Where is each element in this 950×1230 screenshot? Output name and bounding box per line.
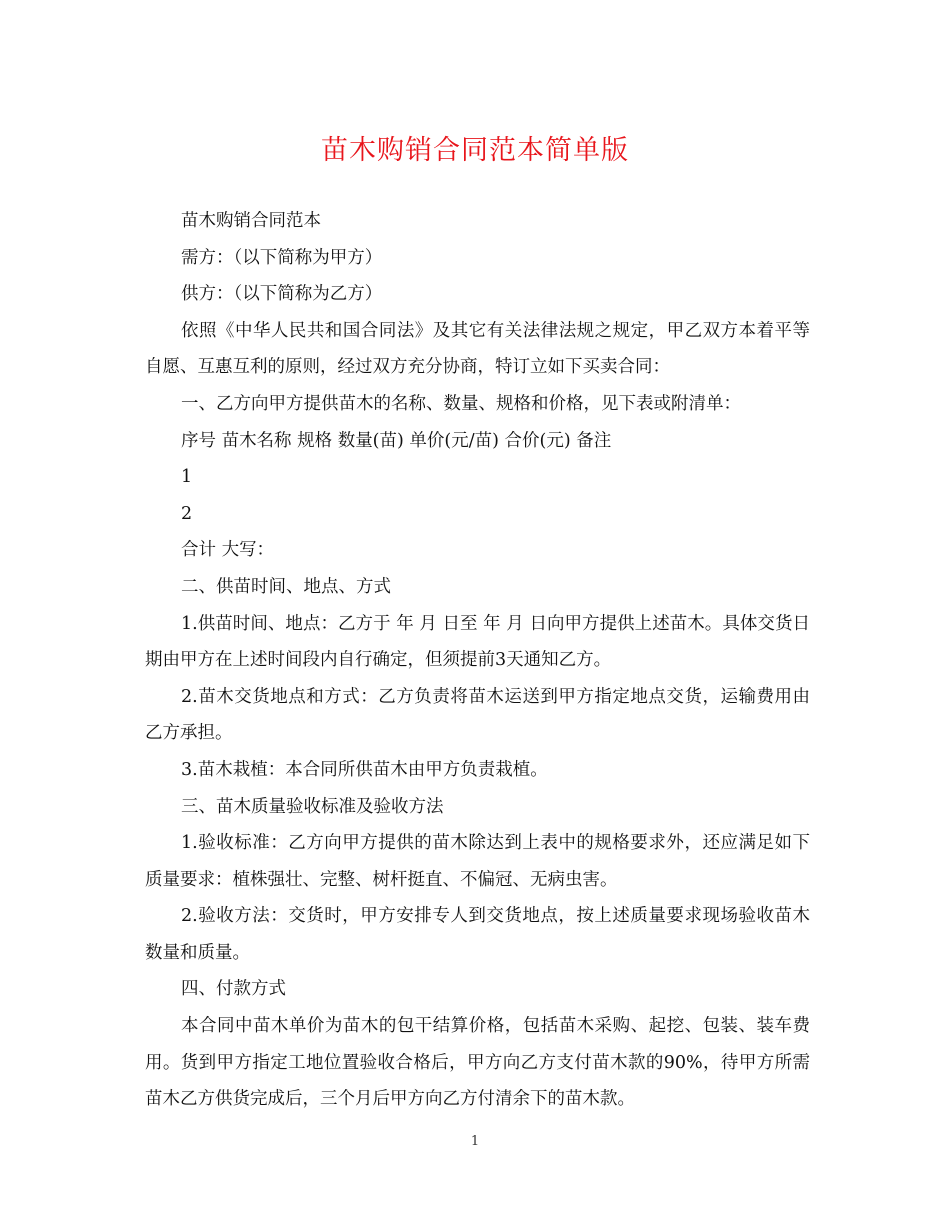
- document-body: [145, 203, 810, 1118]
- paragraph-2-3: 3.苗木栽植：本合同所供苗木由甲方负责栽植。: [181, 759, 548, 780]
- paragraph-row-2: 2: [181, 503, 193, 524]
- paragraph-4-1: 本合同中苗木单价为苗木的包干结算价格，包括苗木采购、起挖、包装、装车费用。货到甲方指定工地位置验收合格后，甲方向乙方支付苗木款的90%，待甲方所需苗木乙方供货完成后，三个月后甲方向乙方付清余下的苗木款。: [145, 1016, 810, 1110]
- paragraph-section-2: 二、供苗时间、地点、方式: [181, 576, 391, 597]
- paragraph-3-1: 1.验收标准：乙方向甲方提供的苗木除达到上表中的规格要求外，还应满足如下质量要求：植株强壮、完整、树杆挺直、不偏冠、无病虫害。: [145, 833, 810, 890]
- paragraph-row-1: 1: [181, 467, 193, 488]
- paragraph-2-2: 2.苗木交货地点和方式：乙方负责将苗木运送到甲方指定地点交货，运输费用由乙方承担。: [145, 686, 810, 744]
- paragraph-seller: 供方：（以下简称为乙方）: [181, 284, 383, 305]
- page-number: 1: [470, 1134, 480, 1149]
- paragraph-section-1: 一、乙方向甲方提供苗木的名称、数量、规格和价格，见下表或附清单：: [181, 393, 741, 414]
- paragraph-2-1: 1.供苗时间、地点：乙方于 年 月 日至 年 月 日向甲方提供上述苗木。具体交货日期由甲方在上述时间段内自行确定，但须提前3天通知乙方。: [145, 613, 810, 671]
- paragraph-table-header: 序号 苗木名称 规格 数量(苗) 单价(元/苗) 合价(元) 备注: [181, 430, 612, 451]
- paragraph-buyer: 需方：（以下简称为甲方）: [181, 247, 383, 268]
- paragraph-preamble: 依照《中华人民共和国合同法》及其它有关法律法规之规定，甲乙双方本着平等自愿、互惠互利的原则，经过双方充分协商，特订立如下买卖合同：: [145, 320, 810, 378]
- paragraph-3-2: 2.验收方法：交货时，甲方安排专人到交货地点，按上述质量要求现场验收苗木数量和质量。: [145, 906, 810, 963]
- paragraph-section-4: 四、付款方式: [181, 979, 286, 1000]
- paragraph-total: 合计 大写：: [181, 540, 275, 561]
- document-title: 苗木购销合同范本简单版: [321, 135, 629, 166]
- paragraph-heading: 苗木购销合同范本: [181, 211, 321, 231]
- paragraph-section-3: 三、苗木质量验收标准及验收方法: [181, 796, 444, 817]
